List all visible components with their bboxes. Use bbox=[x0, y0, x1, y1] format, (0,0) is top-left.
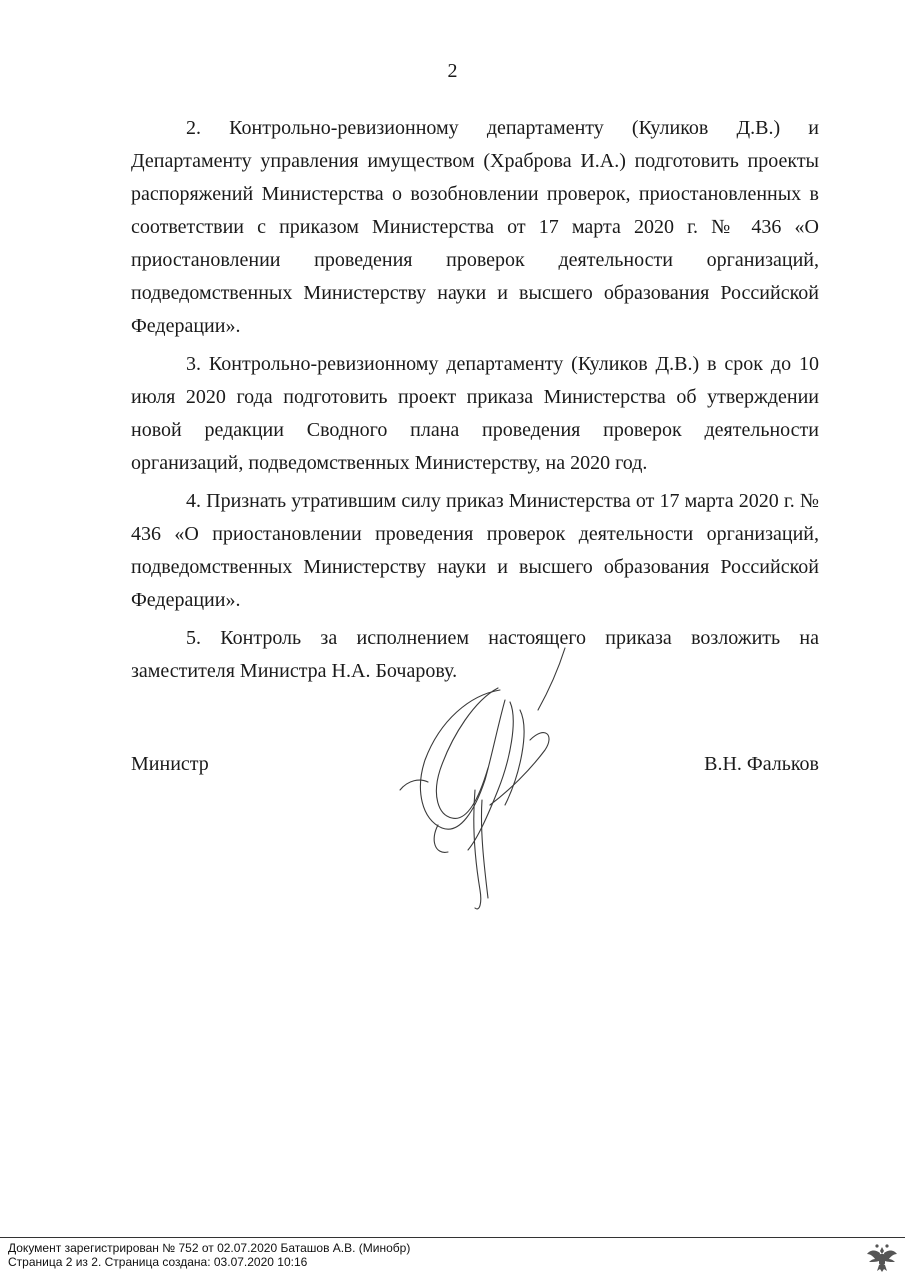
paragraph-5: 5. Контроль за исполнением настоящего приказа возложить на заместителя Министра Н.А. Бочарову. bbox=[131, 627, 819, 682]
signatory-title: Министр bbox=[131, 753, 209, 775]
footer-registration-line: Документ зарегистрирован № 752 от 02.07.2020 Баташов А.В. (Минобр) bbox=[8, 1241, 411, 1255]
page-number: 2 bbox=[447, 60, 458, 82]
paragraph-2: 2. Контрольно-ревизионному департаменту (Куликов Д.В.) и Департаменту управления имуществом (Храброва И.А.) подготовить проекты распоряжений Министерства о возобновлении проверок, приостановленных в соответствии с приказом Министерства от 17 марта 2020 г. № 436 «О приостановлении проведения проверок деятельности организаций, подведомственных Министерству науки и высшего образования Российской Федерации». bbox=[131, 117, 819, 337]
footer-page-line: Страница 2 из 2. Страница создана: 03.07.2020 10:16 bbox=[8, 1255, 308, 1269]
signature-block bbox=[131, 753, 819, 793]
footer-divider bbox=[0, 1237, 905, 1238]
signatory-name: В.Н. Фальков bbox=[704, 753, 819, 775]
registration-footer bbox=[8, 1241, 410, 1269]
double-headed-eagle-emblem-icon bbox=[865, 1241, 899, 1275]
paragraph-3: 3. Контрольно-ревизионному департаменту (Куликов Д.В.) в срок до 10 июля 2020 года подготовить проект приказа Министерства об утверждении новой редакции Сводного плана проведения проверок деятельности организаций, подведомственных Министерству, на 2020 год. bbox=[131, 353, 819, 474]
document-body bbox=[131, 112, 819, 693]
paragraph-4: 4. Признать утратившим силу приказ Министерства от 17 марта 2020 г. № 436 «О приостановлении проведения проверок деятельности организаций, подведомственных Министерству науки и высшего образования Российской Федерации». bbox=[131, 490, 819, 611]
